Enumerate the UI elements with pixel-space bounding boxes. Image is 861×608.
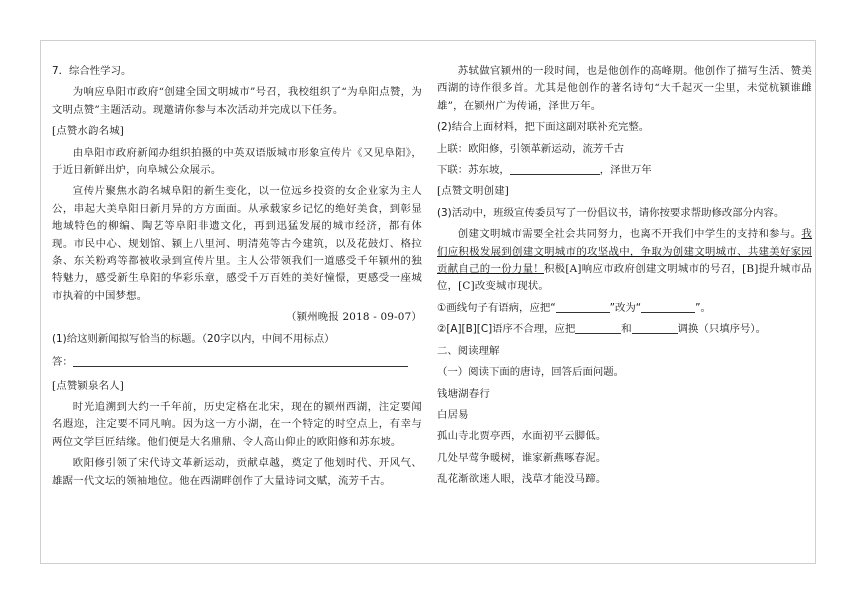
intro-paragraph: 为响应阜阳市政府“创建全国文明城市”号召，我校组织了“为阜阳点赞，为文明点赞”主题活动。现邀请你参与本次活动并完成以下任务。	[52, 86, 422, 116]
proposal-paragraph: 创建文明城市需要全社会共同努力，也离不开我们中学生的支持和参与。我们应积极发展到创建文明城市的攻坚战中，争取为创建文明城市、共建美好家园贡献自己的一份力量！积极[A]响应市政府创建文明城市的号召，[B]提升城市品位，[C]改变城市现状。	[437, 228, 813, 293]
poem-line-2: 几处早莺争暖树，谁家新燕啄春泥。	[437, 451, 607, 464]
poem-author: 白居易	[437, 408, 469, 421]
question-3: (3)活动中，班级宣传委员写了一份倡议书，请你按要求帮助修改部分内容。	[437, 206, 785, 219]
celebrity-paragraph-1: 时光追溯到大约一千年前，历史定格在北宋，现在的颍州西湖，注定要闻名遐迩，注定要不同凡响。因为这一方小湖，在一个特定的时空点上，有幸与两位文学巨匠结缘。他们便是大名鼎鼎、令人高山仰止的欧阳修和苏东坡。	[52, 400, 422, 448]
sub2-blank-b[interactable]	[632, 322, 678, 334]
sub-question-1: ①画线句子有语病，应把“ ”改为“ ”。	[437, 301, 711, 314]
couplet-lower: 下联：苏东坡， ，泽世万年	[437, 164, 652, 177]
section-civilization: [点赞文明创建]	[437, 185, 510, 198]
poem-line-1: 孤山寺北贾亭西，水面初平云脚低。	[437, 430, 607, 443]
news-paragraph-1: 由阜阳市政府新闻办组织拍摄的中英双语版城市形象宣传片《又见阜阳》，于近日新鲜出炉，向阜城公众展示。	[52, 146, 422, 177]
news-source: （颍州晚报 2018 - 09-07）	[286, 311, 422, 324]
answer-blank[interactable]	[73, 355, 408, 367]
poem-title: 钱塘湖春行	[437, 387, 490, 400]
sub1-blank-b[interactable]	[641, 301, 695, 313]
answer-line	[52, 354, 422, 371]
section-celebrities: [点赞颍泉名人]	[52, 379, 125, 392]
question-1: (1)给这则新闻拟写恰当的标题。（20字以内，中间不用标点）	[52, 332, 335, 345]
couplet-upper: 上联：欧阳修，引领革新运动，流芳千古	[437, 142, 625, 155]
couplet-blank[interactable]	[510, 163, 600, 175]
part-2-subheading: （一）阅读下面的唐诗，回答后面问题。	[437, 366, 625, 379]
news-paragraph-2: 宣传片聚焦水韵名城阜阳的新生变化，以一位远乡投资的女企业家为主人公，串起大美阜阳日新月异的方方面面。从承载家乡记忆的绝好美食，到彰显地域特色的柳编、陶艺等阜阳非遗文化，再到迅猛发展的城市经济，都有体现。市民中心、规划馆、颍上八里河、明清苑等古今建筑，以及花鼓灯、格拉条、东关粉鸡等都被收录到宣传片里。主人公带领我们一道感受千年颍州的独特魅力，感受新生阜阳的华彩乐章，感受千万百姓的美好憧憬，更感受一座城市执着的中国梦想。	[52, 185, 422, 302]
sub-question-2: ②[A][B][C]语序不合理，应把 和 调换（只填序号）。	[437, 323, 766, 336]
underlined-sentence: 我们应积极发展到创建文明城市的攻坚战中，争取为创建文明城市、共建美好家园贡献自己的一份力量！	[437, 228, 812, 276]
question-7-title: 7．综合性学习。	[52, 65, 132, 77]
sub2-blank-a[interactable]	[575, 322, 621, 334]
section-water-city: [点赞水韵名城]	[52, 125, 125, 138]
left-column	[52, 63, 422, 490]
su-shi-paragraph: 苏轼做官颍州的一段时间，也是他创作的高峰期。他创作了描写生活、赞美西湖的诗作很多首。尤其是他创作的著名诗句“大千起灭一尘里，未觉杭颍谁雌雄”，在颍州广为传诵，泽世万年。	[437, 65, 812, 112]
right-column	[437, 63, 812, 489]
part-2-heading: 二、阅读理解	[437, 344, 500, 357]
answer-label: 答：	[52, 356, 73, 369]
question-2: (2)结合上面材料，把下面这副对联补充完整。	[437, 121, 650, 134]
celebrity-paragraph-2: 欧阳修引领了宋代诗文革新运动，贡献卓越，奠定了他划时代、开风气、雄踞一代文坛的领袖地位。他在西湖畔创作了大量诗词文赋，流芳千古。	[52, 457, 422, 487]
sub1-blank-a[interactable]	[556, 301, 610, 313]
poem-line-3: 乱花渐欲迷人眼，浅草才能没马蹄。	[437, 473, 607, 486]
